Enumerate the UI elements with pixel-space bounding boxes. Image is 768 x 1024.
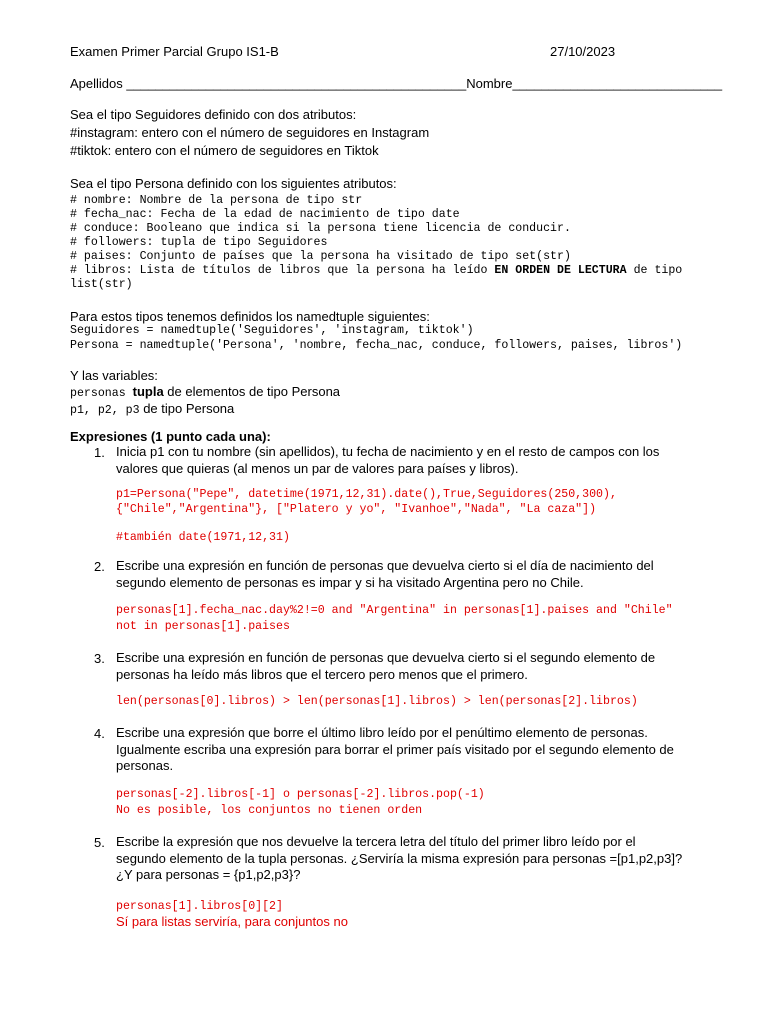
nombre-line: _____________________________ — [512, 76, 723, 91]
personas-bold: tupla — [132, 384, 164, 399]
item-4-answer-line1: personas[-2].libros[-1] o personas[-2].libros.pop(-1) — [116, 788, 485, 801]
variables-personas — [70, 383, 340, 401]
p-rest: de tipo Persona — [139, 401, 235, 416]
item-1-number: 1. — [94, 445, 105, 460]
item-4-answer-line2: No es posible, los conjuntos no tienen orden — [116, 804, 423, 817]
item-1-question: Inicia p1 con tu nombre (sin apellidos), tu fecha de nacimiento y en el resto de campos con los valores que quieras (al menos un par de valores para países y libros). — [116, 444, 660, 476]
personas-code: personas — [70, 387, 133, 400]
persona-attr-fecha: # fecha_nac: Fecha de la edad de nacimiento de tipo date — [70, 208, 460, 221]
seguidores-attr-tiktok: #tiktok: entero con el número de seguidores en Tiktok — [70, 143, 379, 158]
namedtuples-intro: Para estos tipos tenemos definidos los namedtuple siguientes: — [70, 309, 430, 324]
item-3-question: Escribe una expresión en función de personas que devuelva cierto si el segundo elemento de personas ha leído más libros que el tercero pero menos que el primero. — [116, 650, 656, 682]
libros-prefix: # libros: Lista de títulos de libros que la persona ha leído — [70, 264, 495, 277]
apellidos-field — [70, 75, 722, 92]
item-5-answer-line2: Sí para listas serviría, para conjuntos no — [116, 914, 348, 929]
exam-date: 27/10/2023 — [550, 44, 616, 59]
item-1-answer-line1: p1=Persona("Pepe", datetime(1971,12,31).date(),True,Seguidores(250,300), — [116, 488, 617, 501]
nombre-label: Nombre — [466, 76, 513, 91]
seguidores-attr-instagram: #instagram: entero con el número de seguidores en Instagram — [70, 125, 430, 140]
item-2-question: Escribe una expresión en función de personas que devuelva cierto si el día de nacimiento del segundo elemento de personas es impar y si ha visitado Argentina pero no Chile. — [116, 558, 654, 590]
item-4-number: 4. — [94, 726, 105, 741]
apellidos-label: Apellidos — [70, 76, 123, 91]
seguidores-namedtuple: Seguidores = namedtuple('Seguidores', 'instagram, tiktok') — [70, 324, 474, 337]
personas-rest: de elementos de tipo Persona — [163, 384, 341, 399]
persona-attr-libros — [70, 264, 682, 278]
libros-suffix: de tipo — [626, 264, 683, 277]
item-2-number: 2. — [94, 559, 105, 574]
p-code: p1, p2, p3 — [70, 404, 140, 417]
persona-attr-nombre: # nombre: Nombre de la persona de tipo str — [70, 194, 363, 207]
variables-intro: Y las variables: — [70, 368, 158, 383]
exam-title: Examen Primer Parcial Grupo IS1-B — [70, 44, 279, 59]
persona-namedtuple: Persona = namedtuple('Persona', 'nombre, fecha_nac, conduce, followers, paises, libros') — [70, 339, 683, 352]
item-2-answer-line1: personas[1].fecha_nac.day%2!=0 and "Argentina" in personas[1].paises and "Chile" — [116, 604, 673, 617]
item-1-answer-line3: #también date(1971,12,31) — [116, 531, 290, 544]
persona-attr-libros-cont: list(str) — [70, 278, 133, 291]
persona-attr-paises: # paises: Conjunto de países que la persona ha visitado de tipo set(str) — [70, 250, 571, 263]
expresiones-title: Expresiones (1 punto cada una): — [70, 429, 271, 444]
item-2-answer-line2: not in personas[1].paises — [116, 620, 290, 633]
variables-p — [70, 400, 234, 418]
item-5-question: Escribe la expresión que nos devuelve la tercera letra del título del primer libro leído por el segundo elemento de la tupla personas. ¿Serviría la misma expresión para personas =[p1,p2,p3]? ¿Y para personas = {p1,p2,p3}? — [116, 834, 683, 882]
item-4-question: Escribe una expresión que borre el último libro leído por el penúltimo elemento de personas. Igualmente escriba una expresión para borrar el primer país visitado por el segundo elemento de personas. — [116, 725, 674, 773]
libros-bold: EN ORDEN DE LECTURA — [494, 264, 627, 277]
persona-attr-conduce: # conduce: Booleano que indica si la persona tiene licencia de conducir. — [70, 222, 571, 235]
item-5-number: 5. — [94, 835, 105, 850]
seguidores-intro: Sea el tipo Seguidores definido con dos atributos: — [70, 107, 357, 122]
item-1-answer-line2: {"Chile","Argentina"}, ["Platero y yo", "Ivanhoe","Nada", "La caza"]) — [116, 503, 597, 516]
item-3-answer-line1: len(personas[0].libros) > len(personas[1].libros) > len(personas[2].libros) — [116, 695, 638, 708]
item-5-answer-line1: personas[1].libros[0][2] — [116, 900, 283, 913]
persona-attr-followers: # followers: tupla de tipo Seguidores — [70, 236, 328, 249]
item-3-number: 3. — [94, 651, 105, 666]
persona-intro: Sea el tipo Persona definido con los siguientes atributos: — [70, 176, 397, 191]
apellidos-line: _______________________________________________ — [126, 76, 467, 91]
